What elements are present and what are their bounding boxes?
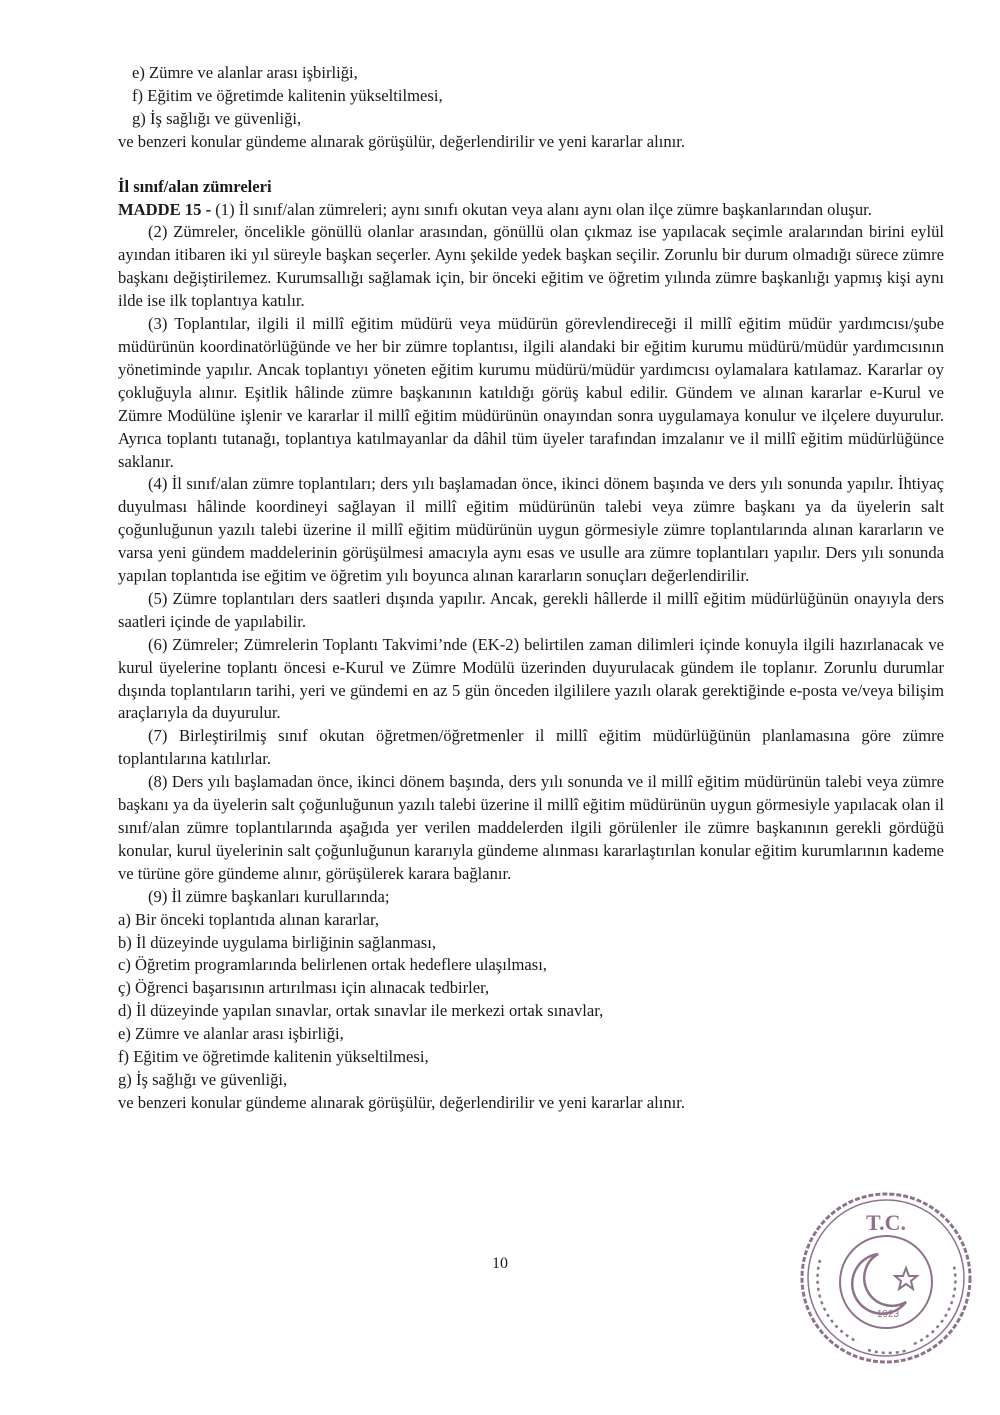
list-item: g) İş sağlığı ve güvenliği, xyxy=(118,1069,288,1089)
top-list xyxy=(118,62,944,154)
list-closing-sentence: ve benzeri konular gündeme alınarak görüşülür, değerlendirilir ve yeni kararlar alınır. xyxy=(118,131,685,151)
list-item: d) İl düzeyinde yapılan sınavlar, ortak sınavlar ile merkezi ortak sınavlar, xyxy=(118,1001,604,1021)
list-item: a) Bir önceki toplantıda alınan kararlar, xyxy=(118,909,380,929)
star-icon xyxy=(895,1268,917,1289)
paragraph-7: (7) Birleştirilmiş sınıf okutan öğretmen/öğretmenler il millî eğitim müdürlüğünün planlamasına göre zümre toplantılarına katılırlar. xyxy=(118,726,944,769)
page-number: 10 xyxy=(492,1255,508,1272)
list-item: e) Zümre ve alanlar arası işbirliği, xyxy=(132,63,358,82)
body-text xyxy=(118,62,944,1115)
list-item: e) Zümre ve alanlar arası işbirliği, xyxy=(118,1024,344,1044)
list-closing-sentence: ve benzeri konular gündeme alınarak görüşülür, değerlendirilir ve yeni kararlar alınır. xyxy=(118,1092,685,1112)
list-item: g) İş sağlığı ve güvenliği, xyxy=(132,108,302,128)
crescent-icon xyxy=(852,1254,906,1314)
stamp-top-text: T.C. xyxy=(866,1210,906,1235)
paragraph-4: (4) İl sınıf/alan zümre toplantıları; ders yılı başlamadan önce, ikinci dönem başında ve ders yılı sonunda yapılır. İhtiyaç duyulması hâlinde koordineyi sağlayan il millî eğitim müdürünün talebi veya zümre başkanı ya da üyelerin salt çoğunluğunun yazılı talebi üzerine il millî eğitim müdürünün uygun görmesiyle zümre toplantılarında alınan kararların ve varsa yeni gündem maddelerinin görüşülmesi amacıyla aynı esas ve usulle ara zümre toplantıları yapılır. Ders yılı sonunda yapılan toplantıda ise eğitim ve öğretim yılı boyunca alınan kararların sonuçları değerlendirilir. xyxy=(118,474,944,586)
stamp-year: 1923 xyxy=(876,1309,900,1320)
paragraph-5: (5) Zümre toplantıları ders saatleri dışında yapılır. Ancak, gerekli hâllerde il millî eğitim müdürlüğünün onayıyla ders saatleri içinde de yapılabilir. xyxy=(118,588,944,631)
paragraph-1-text: (1) İl sınıf/alan zümreleri; aynı sınıfı okutan veya alanı aynı olan ilçe zümre başkanlarından oluşur. xyxy=(215,199,872,219)
paragraph-8: (8) Ders yılı başlamadan önce, ikinci dönem başında, ders yılı sonunda ve il millî eğitim müdürünün talebi veya zümre başkanı ya da üyelerin salt çoğunluğunun yazılı talebi üzerine il millî eğitim müdürünün uygun görmesiyle yapılacak olan il sınıf/alan zümre toplantılarında aşağıda yer verilen maddelerden ilgili görülenler ile zümre başkanının gerekli gördüğü konular, kurul üyelerinin salt çoğunluğunun kararıyla gündeme alınması kararlaştırılan konular eğitim kurumlarının kademe ve türüne göre gündeme alınır, görüşülerek karara bağlanır. xyxy=(118,772,944,883)
official-seal-stamp xyxy=(798,1190,974,1366)
paragraph-2: (2) Zümreler, öncelikle gönüllü olanlar arasından, gönüllü olan çıkmaz ise yapılacak seçimle aralarından birini eylül ayından itibaren iki yıl süreyle başkan seçerler. Aynı şekilde yedek başkan seçilir. Zorunlu bir durum olmadığı sürece zümre başkanı değiştirilemez. Kurumsallığı sağlamak için, bir önceki eğitim ve öğretim yılında zümre başkanlığı yapmış kişi aynı ilde ise ilk toplantıya katılır. xyxy=(118,222,944,311)
paragraph-9: (9) İl zümre başkanları kurullarında; xyxy=(148,886,390,906)
bottom-list xyxy=(118,909,944,1115)
list-item: c) Öğretim programlarında belirlenen ortak hedeflere ulaşılması, xyxy=(118,955,547,975)
paragraph-3: (3) Toplantılar, ilgili il millî eğitim müdürü veya müdürün görevlendireceği il millî eğitim müdür yardımcısı/şube müdürünün koordinatörlüğünde ve her bir zümre toplantısı, ilgili alandaki bir eğitim kurumu müdürü/müdür yardımcısının yönetiminde yapılır. Ancak toplantıyı yöneten eğitim kurumu müdürü/müdür yardımcısı oylamalara katılamaz. Kararlar oy çokluğuyla alınır. Eşitlik hâlinde zümre başkanının katıldığı görüş kabul edilir. Gündem ve alınan kararlar e-Kurul ve Zümre Modülüne işlenir ve kararlar il millî eğitim müdürünün onayından sonra uygulamaya konulur ve ilçelere duyurulur. Ayrıca toplantı tutanağı, toplantıya katılmayanlar da dâhil tüm üyeler tarafından imzalanır ve il millî eğitim müdürlüğünce saklanır. xyxy=(118,314,944,471)
list-item: b) İl düzeyinde uygulama birliğinin sağlanması, xyxy=(118,932,436,952)
paragraph-6: (6) Zümreler; Zümrelerin Toplantı Takvimi’nde (EK-2) belirtilen zaman dilimleri içinde konuyla ilgili hazırlanacak ve kurul üyelerine toplantı öncesi e-Kurul ve Zümre Modülü üzerinden duyurulacak gündem ile toplanır. Zorunlu durumlar dışında toplantıların tarihi, yeri ve gündemi en az 5 gün önceden ilgililere yazılı olarak gerektiğinde e-posta ve/veya bilişim araçlarıyla da duyurulur. xyxy=(118,634,944,723)
list-item: f) Eğitim ve öğretimde kalitenin yükseltilmesi, xyxy=(132,85,443,105)
list-item: ç) Öğrenci başarısının artırılması için alınacak tedbirler, xyxy=(118,978,490,998)
paragraph-1 xyxy=(118,199,944,222)
section-heading: İl sınıf/alan zümreleri xyxy=(118,176,272,196)
list-item: f) Eğitim ve öğretimde kalitenin yükseltilmesi, xyxy=(118,1047,429,1067)
article-label: MADDE 15 - xyxy=(118,199,212,219)
